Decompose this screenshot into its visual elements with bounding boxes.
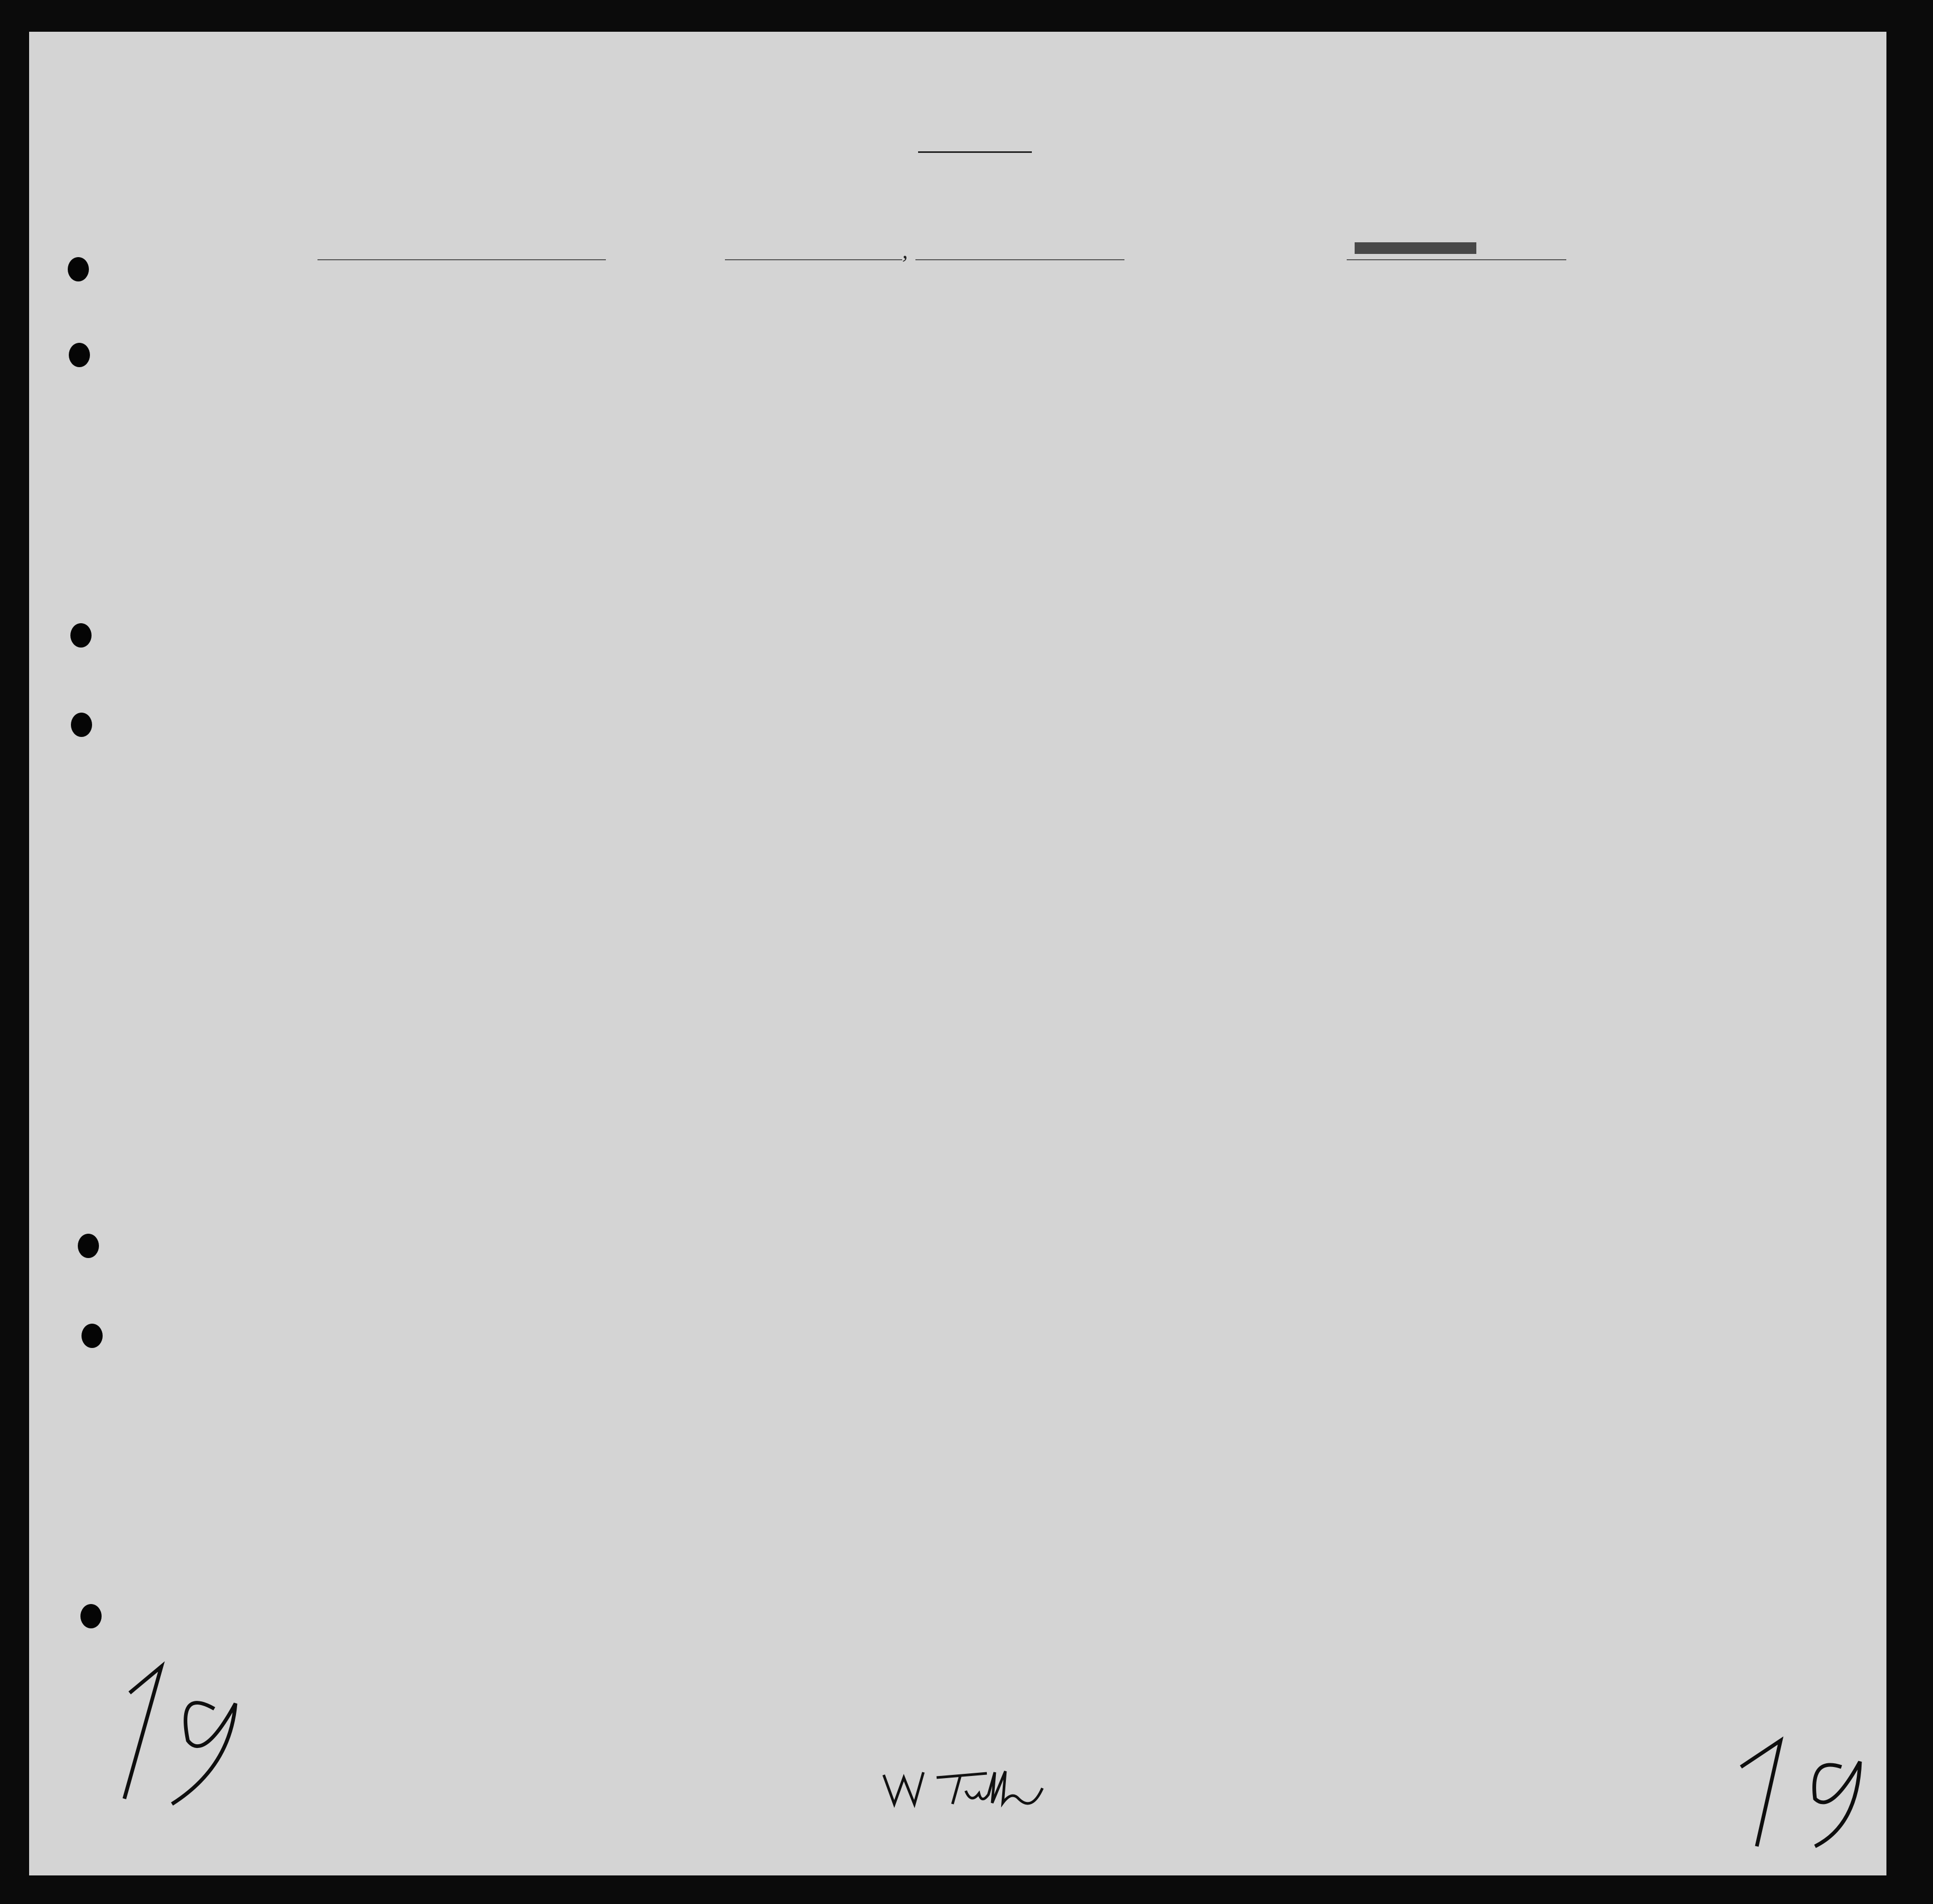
from-port-underline xyxy=(1347,259,1566,260)
binder-hole xyxy=(78,1234,99,1258)
title-underline xyxy=(918,151,1032,153)
struck-out-port xyxy=(1355,242,1476,254)
manifest-sheet xyxy=(29,32,1886,1875)
date-underline xyxy=(915,259,1124,260)
binder-hole xyxy=(71,713,92,737)
comma-separator: , xyxy=(902,239,908,263)
binder-hole xyxy=(80,1604,102,1628)
handwritten-sheet-number-right xyxy=(1730,1693,1889,1852)
binder-hole xyxy=(69,343,90,367)
vessel-underline xyxy=(317,259,606,260)
binder-hole xyxy=(70,623,92,648)
binder-hole xyxy=(68,257,89,281)
inspector-signature xyxy=(873,1762,1058,1809)
binder-hole xyxy=(81,1324,103,1348)
port-underline xyxy=(725,259,902,260)
handwritten-sheet-number-left xyxy=(108,1629,278,1809)
